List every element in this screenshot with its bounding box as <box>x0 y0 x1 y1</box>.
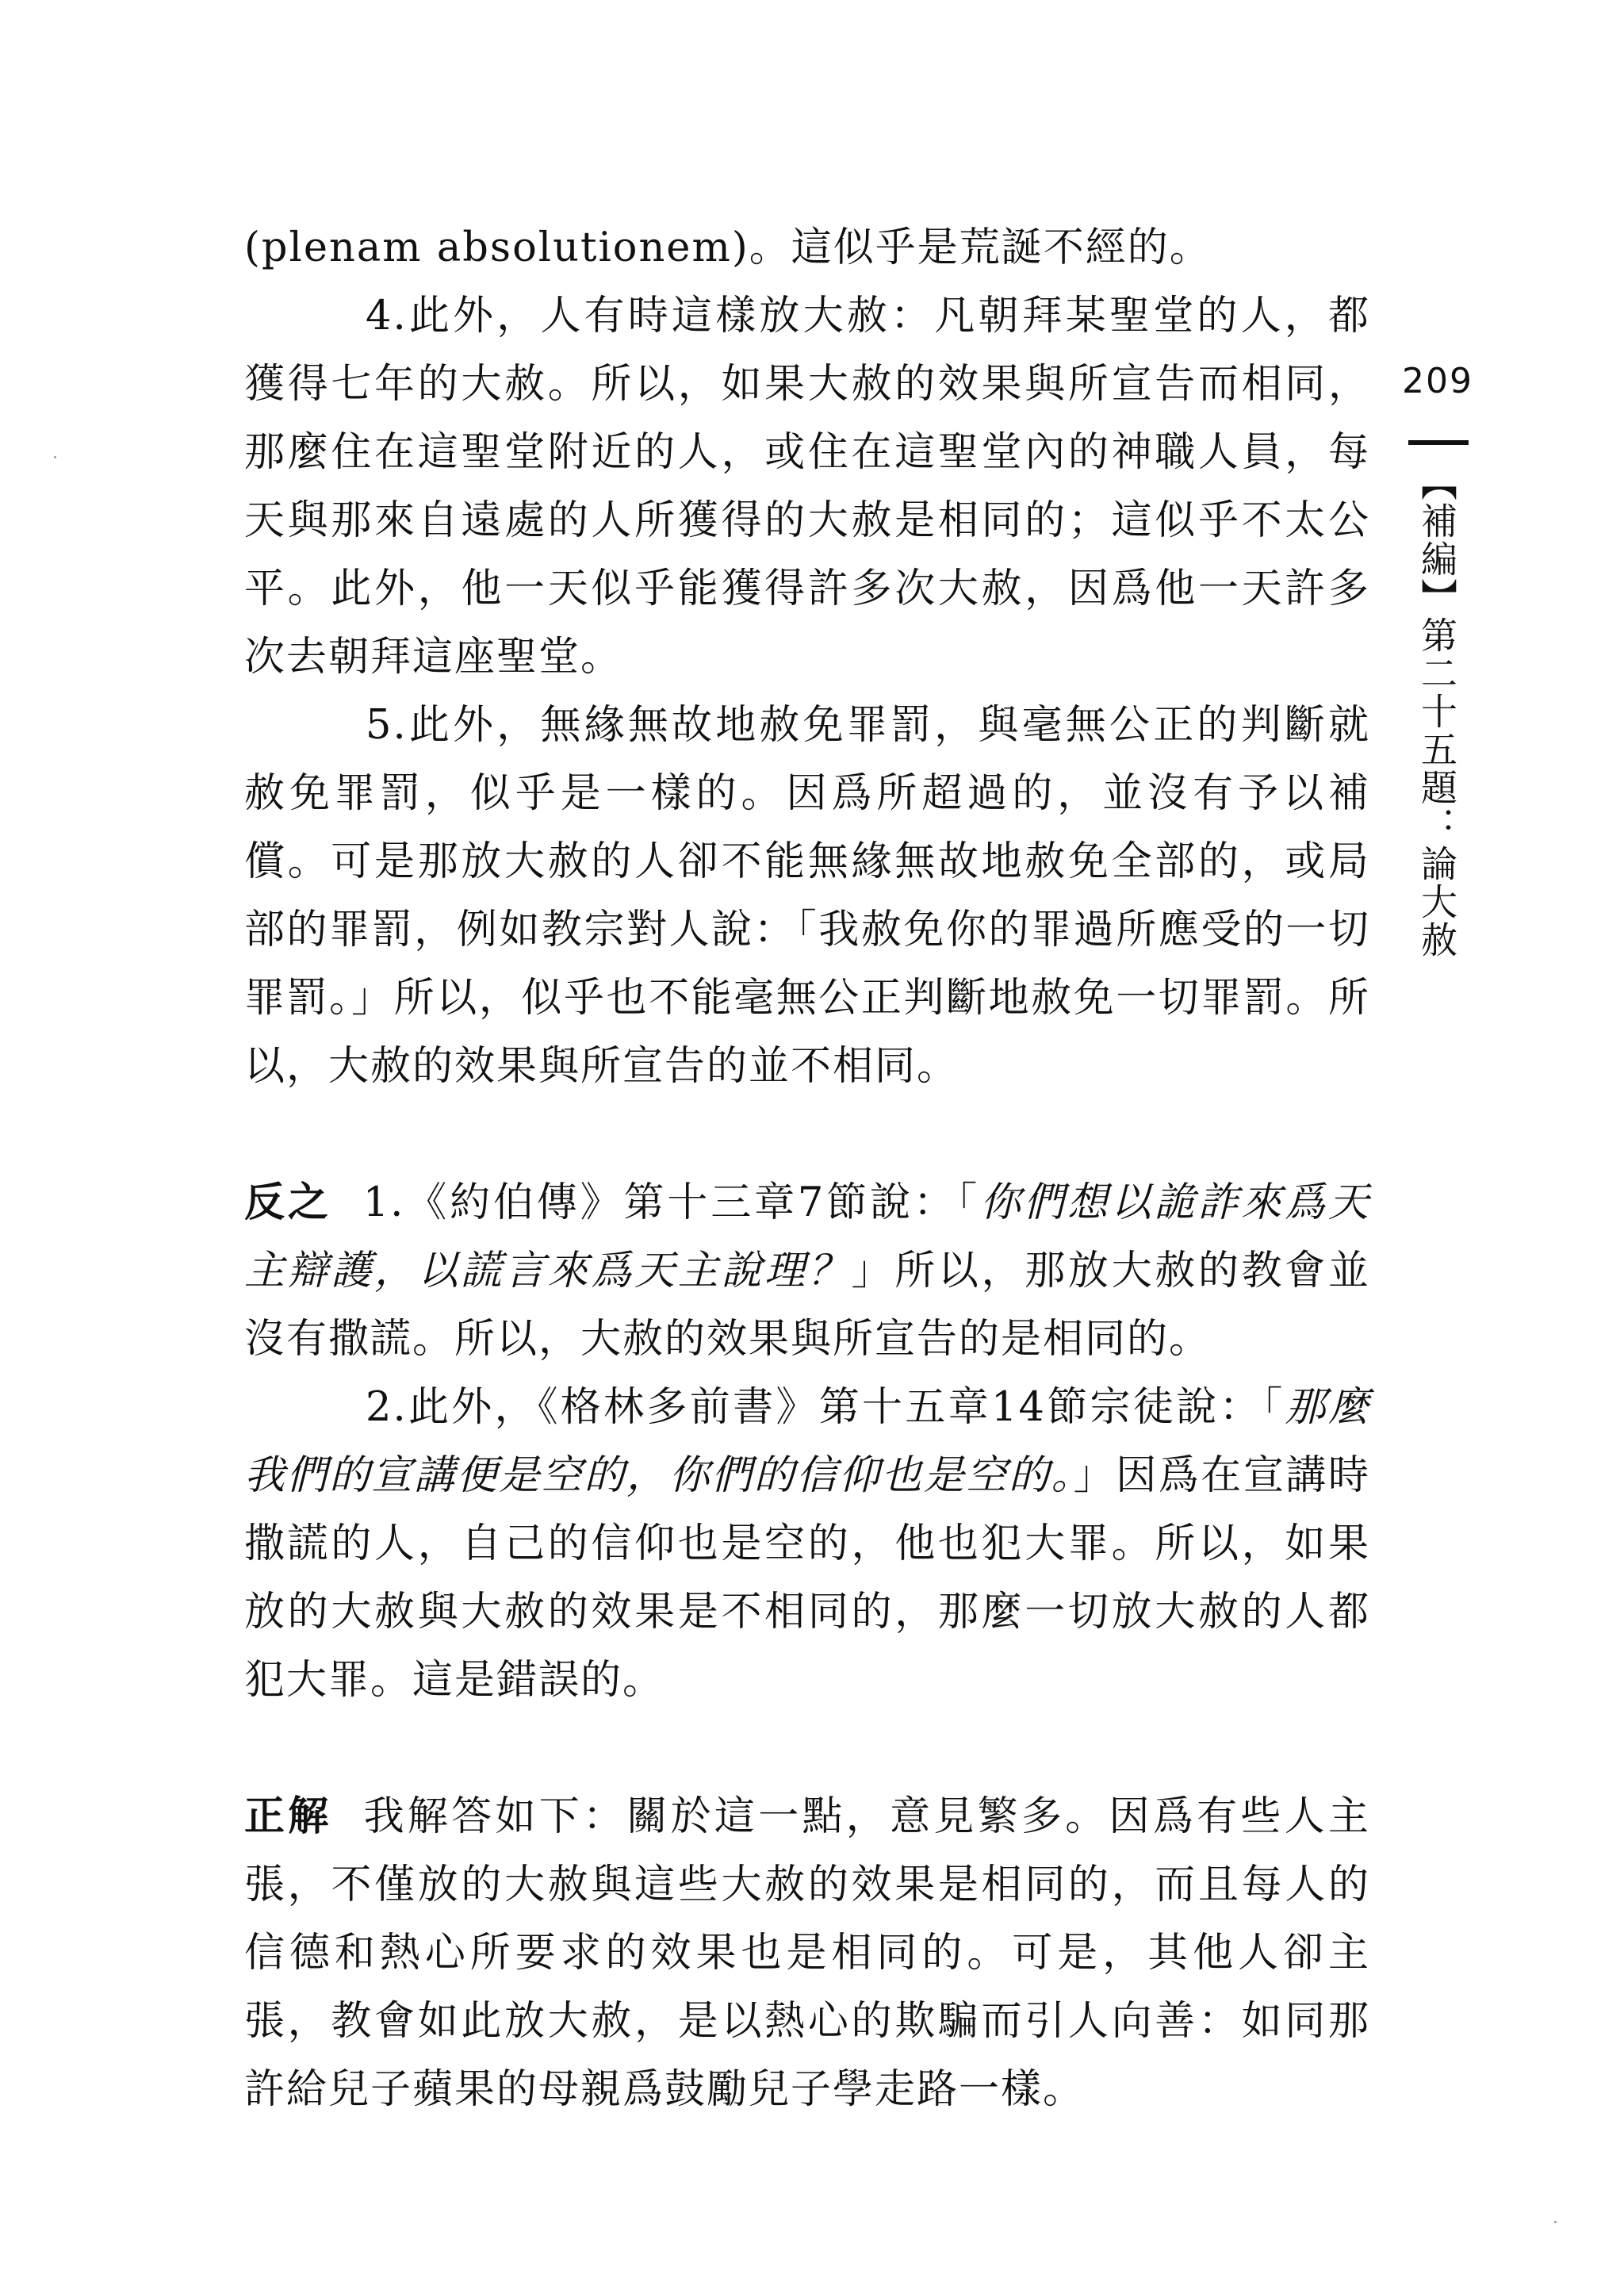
paragraph-answer <box>244 1783 1370 2124</box>
section-gap <box>244 1101 1370 1169</box>
contra-2-prefix: 2.此外，《格林多前書》第十五章14節宗徒說：「 <box>366 1384 1285 1431</box>
scan-speck <box>54 456 56 458</box>
paragraph-objection-4: 4.此外，人有時這樣放大赦：凡朝拜某聖堂的人，都獲得七年的大赦。所以，如果大赦的效果與所宣告而相同，那麼住在這聖堂附近的人，或住在這聖堂內的神職人員，每天與那來自遠處的人所獲得的大赦是相同的；這似乎不太公平。此外，他一天似乎能獲得許多次大赦，因爲他一天許多次去朝拜這座聖堂。 <box>244 293 1370 681</box>
running-head: 【補編】第二十五題：論大赦 <box>1415 464 1458 959</box>
paragraph-contra-2 <box>244 1374 1370 1715</box>
answer-label: 正解 <box>244 1793 332 1840</box>
paragraph-objection-3-end: (plenam absolutionem)。這似乎是荒誕不經的。 <box>244 224 1212 271</box>
contra-1-prefix: 1.《約伯傳》第十三章7節說：「 <box>362 1179 981 1226</box>
paragraph-contra-1 <box>244 1169 1370 1374</box>
page-number: 209 <box>1402 361 1473 401</box>
contra-1-suffix: 」所以，那放大赦的教會並沒有撒謊。所以，大赦的效果與所宣告的是相同的。 <box>244 1248 1370 1363</box>
contra-2-quote: 那麼我們的宣講便是空的，你們的信仰也是空的。 <box>244 1384 1370 1499</box>
body-text <box>244 214 1370 2124</box>
contra-label: 反之 <box>244 1179 331 1226</box>
contra-1-quote: 你們想以詭詐來爲天主辯護，以謊言來爲天主說理？ <box>244 1179 1370 1294</box>
section-gap <box>244 1715 1370 1783</box>
contra-2-suffix: 」因爲在宣講時撒謊的人，自己的信仰也是空的，他也犯大罪。所以，如果放的大赦與大赦的效果是不相同的，那麼一切放大赦的人都犯大罪。這是錯誤的。 <box>244 1452 1370 1704</box>
scan-speck <box>1554 2221 1557 2223</box>
paragraph-objection-5: 5.此外，無緣無故地赦免罪罰，與毫無公正的判斷就赦免罪罰，似乎是一樣的。因爲所超過的，並沒有予以補償。可是那放大赦的人卻不能無緣無故地赦免全部的，或局部的罪罰，例如教宗對人說：「我赦免你的罪過所應受的一切罪罰。」所以，似乎也不能毫無公正判斷地赦免一切罪罰。所以，大赦的效果與所宣告的並不相同。 <box>244 702 1370 1090</box>
answer-text: 我解答如下：關於這一點，意見繁多。因爲有些人主張，不僅放的大赦與這些大赦的效果是相同的，而且每人的信德和熱心所要求的效果也是相同的。可是，其他人卻主張，教會如此放大赦，是以熱心的欺騙而引人向善：如同那許給兒子蘋果的母親爲鼓勵兒子學走路一樣。 <box>244 1793 1370 2113</box>
margin-rule <box>1408 440 1469 445</box>
